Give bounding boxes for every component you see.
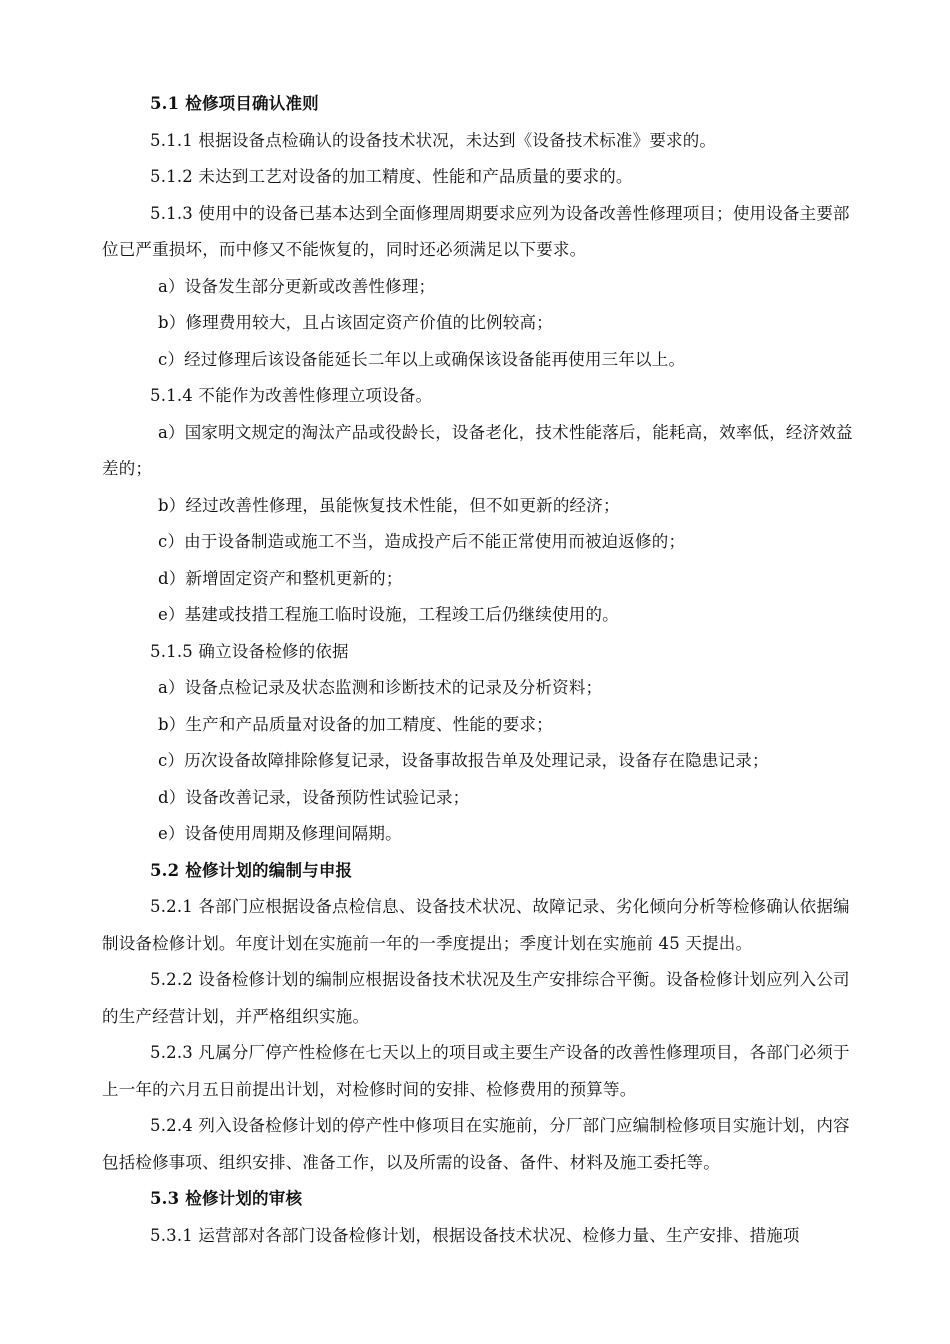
paragraph-5-1-3: 5.1.3 使用中的设备已基本达到全面修理周期要求应列为设备改善性修理项目；使用设备主要部位已严重损坏，而中修又不能恢复的，同时还必须满足以下要求。 <box>102 203 850 259</box>
section-heading-5-2: 5.2 检修计划的编制与申报 <box>150 860 353 880</box>
list-item: c）经过修理后该设备能延长二年以上或确保该设备能再使用三年以上。 <box>158 349 686 369</box>
list-item: c）历次设备故障排除修复记录，设备事故报告单及处理记录，设备存在隐患记录； <box>158 751 769 770</box>
paragraph-5-2-2: 5.2.2 设备检修计划的编制应根据设备技术状况及生产安排综合平衡。设备检修计划应列入公司的生产经营计划，并严格组织实施。 <box>102 970 850 1026</box>
list-item: a）国家明文规定的淘汰产品或役龄长，设备老化，技术性能落后，能耗高，效率低，经济效益差的； <box>102 422 853 478</box>
section-heading-5-1: 5.1 检修项目确认准则 <box>150 94 319 113</box>
paragraph-5-1-4: 5.1.4 不能作为改善性修理立项设备。 <box>150 386 433 405</box>
document-body <box>102 86 862 1254</box>
paragraph-5-1-2: 5.1.2 未达到工艺对设备的加工精度、性能和产品质量的要求的。 <box>150 167 633 186</box>
paragraph-5-2-4: 5.2.4 列入设备检修计划的停产性中修项目在实施前，分厂部门应编制检修项目实施计划，内容包括检修事项、组织安排、准备工作，以及所需的设备、备件、材料及施工委托等。 <box>102 1116 850 1172</box>
section-heading-5-3: 5.3 检修计划的审核 <box>150 1189 303 1208</box>
list-item: d）新增固定资产和整机更新的； <box>158 568 403 588</box>
paragraph-5-3-1: 5.3.1 运营部对各部门设备检修计划，根据设备技术状况、检修力量、生产安排、措施项 <box>150 1225 800 1245</box>
paragraph-5-2-1: 5.2.1 各部门应根据设备点检信息、设备技术状况、故障记录、劣化倾向分析等检修确认依据编制设备检修计划。年度计划在实施前一年的一季度提出；季度计划在实施前 45 天提出。 <box>102 897 850 953</box>
list-item: a）设备点检记录及状态监测和诊断技术的记录及分析资料； <box>158 678 603 697</box>
list-item: c）由于设备制造或施工不当，造成投产后不能正常使用而被迫返修的； <box>158 532 686 551</box>
list-item: e）设备使用周期及修理间隔期。 <box>158 824 402 843</box>
list-item: b）生产和产品质量对设备的加工精度、性能的要求； <box>158 714 553 734</box>
list-item: b）修理费用较大，且占该固定资产价值的比例较高； <box>158 313 553 332</box>
list-item: d）设备改善记录，设备预防性试验记录； <box>158 787 470 807</box>
paragraph-5-2-3: 5.2.3 凡属分厂停产性检修在七天以上的项目或主要生产设备的改善性修理项目，各部门必须于上一年的六月五日前提出计划，对检修时间的安排、检修费用的预算等。 <box>102 1043 850 1099</box>
list-item: a）设备发生部分更新或改善性修理； <box>158 276 436 296</box>
list-item: e）基建或技措工程施工临时设施，工程竣工后仍继续使用的。 <box>158 605 619 624</box>
list-item: b）经过改善性修理，虽能恢复技术性能，但不如更新的经济； <box>158 495 620 515</box>
paragraph-5-1-5: 5.1.5 确立设备检修的依据 <box>150 641 349 661</box>
paragraph-5-1-1: 5.1.1 根据设备点检确认的设备技术状况，未达到《设备技术标准》要求的。 <box>150 130 717 150</box>
